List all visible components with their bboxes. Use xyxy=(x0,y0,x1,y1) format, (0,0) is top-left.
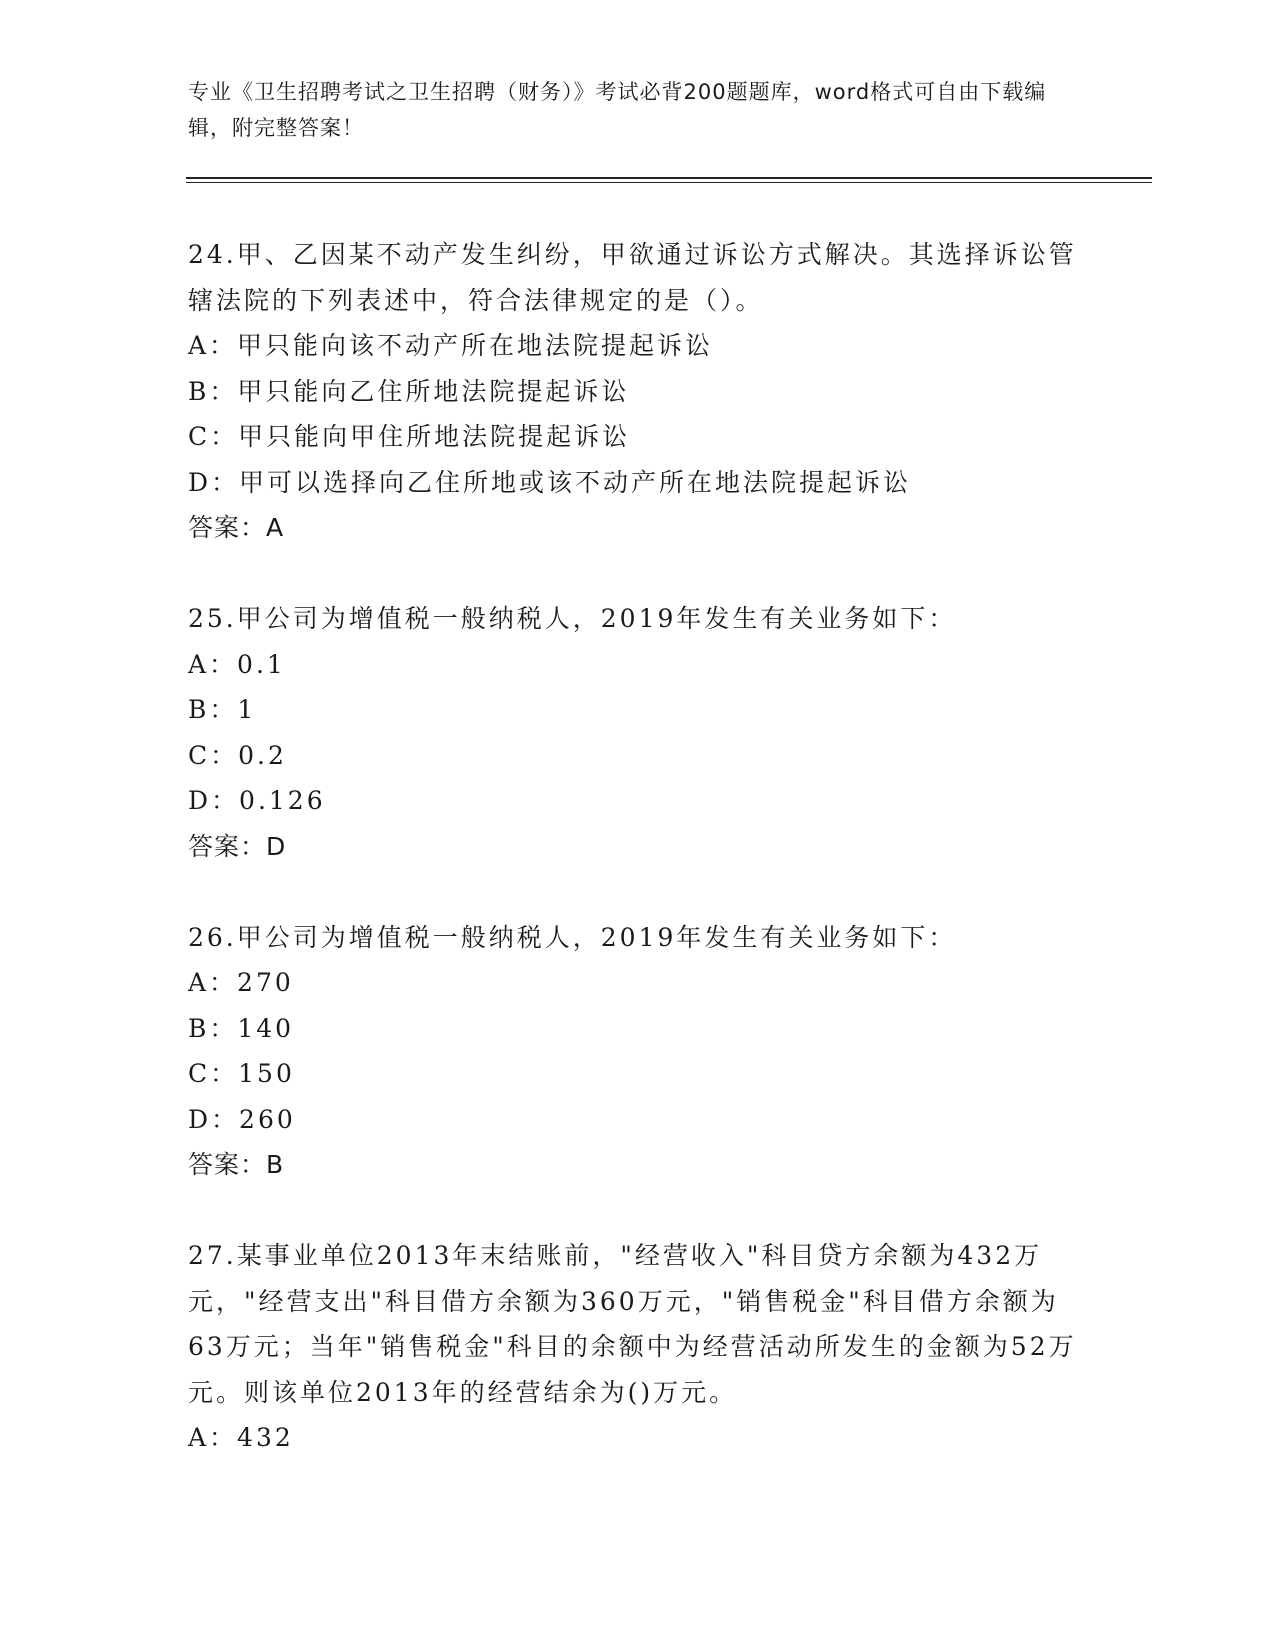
option-d: D：0.126 xyxy=(188,786,326,815)
answer: 答案：B xyxy=(188,1150,285,1179)
answer: 答案：D xyxy=(188,831,287,861)
header-divider-top xyxy=(186,177,1152,179)
option-b: B：140 xyxy=(188,1013,295,1043)
option-a: A：432 xyxy=(188,1423,294,1452)
question-25 xyxy=(188,596,1088,869)
question-text: 24.甲、乙因某不动产发生纠纷，甲欲通过诉讼方式解决。其选择诉讼管辖法院的下列表述中，符合法律规定的是（）。 xyxy=(188,240,1077,315)
option-b: B：甲只能向乙住所地法院提起诉讼 xyxy=(188,376,630,406)
option-b: B：1 xyxy=(188,695,257,724)
option-d: D：甲可以选择向乙住所地或该不动产所在地法院提起诉讼 xyxy=(188,467,912,497)
question-list xyxy=(188,232,1088,1506)
option-a: A：270 xyxy=(188,968,294,997)
option-a: A：甲只能向该不动产所在地法院提起诉讼 xyxy=(188,331,714,360)
question-24 xyxy=(188,232,1088,551)
option-a: A：0.1 xyxy=(188,649,286,679)
answer: 答案：A xyxy=(188,513,285,542)
question-text: 27.某事业单位2013年末结账前，"经营收入"科目贷方余额为432万元，"经营支出"科目借方余额为360万元，"销售税金"科目借方余额为63万元；当年"销售税金"科目的余额中为经营活动所发生的金额为52万元。则该单位2013年的经营结余为()万元。 xyxy=(188,1241,1077,1407)
question-text: 25.甲公司为增值税一般纳税人，2019年发生有关业务如下： xyxy=(188,604,957,633)
question-26 xyxy=(188,915,1088,1188)
option-d: D：260 xyxy=(188,1104,296,1134)
option-c: C：0.2 xyxy=(188,740,287,770)
question-text: 26.甲公司为增值税一般纳税人，2019年发生有关业务如下： xyxy=(188,922,957,952)
option-c: C：甲只能向甲住所地法院提起诉讼 xyxy=(188,422,631,451)
option-c: C：150 xyxy=(188,1059,295,1088)
question-27 xyxy=(188,1233,1088,1461)
header-divider-bottom xyxy=(186,182,1152,183)
document-header: 专业《卫生招聘考试之卫生招聘（财务）》考试必背200题题库，word格式可自由下载编辑，附完整答案！ xyxy=(188,80,1047,140)
